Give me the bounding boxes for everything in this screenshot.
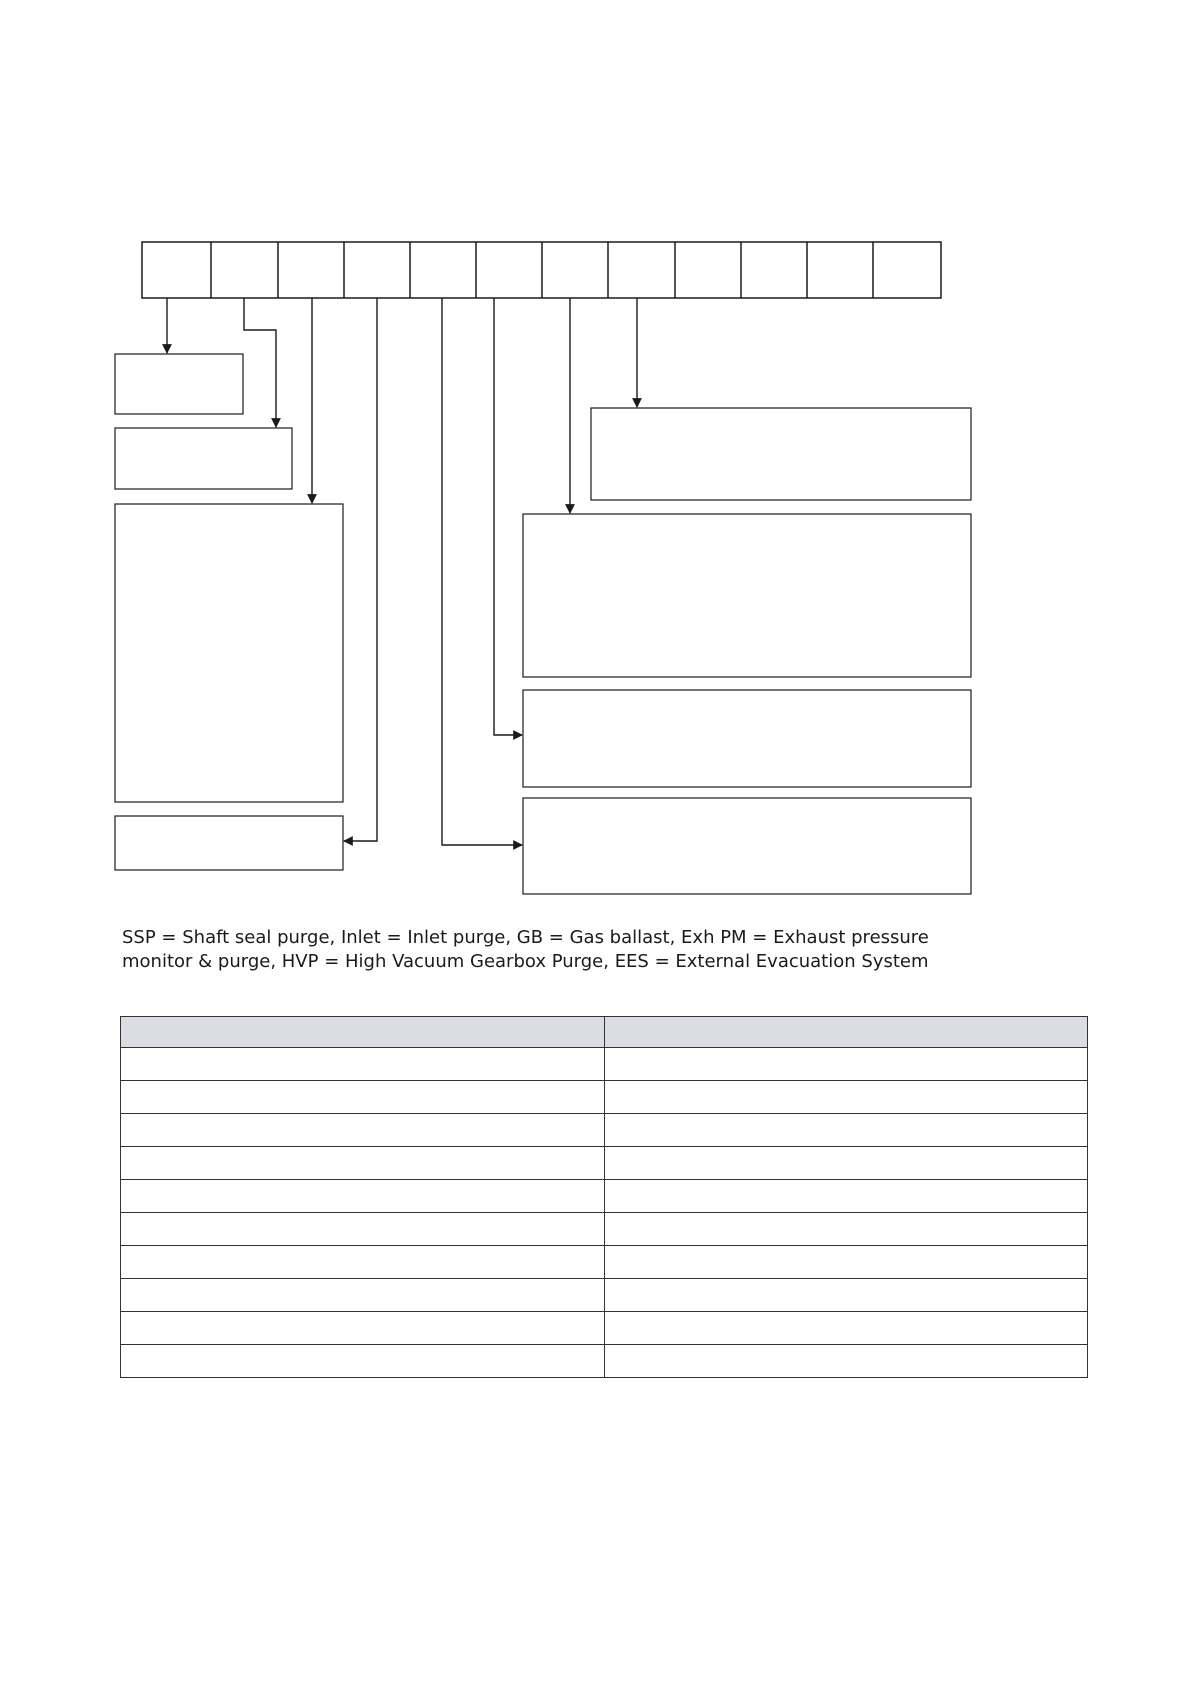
- option-box-7: [523, 690, 971, 787]
- table-cell: [604, 1048, 1088, 1081]
- table-cell: [604, 1147, 1088, 1180]
- table-cell: [121, 1048, 605, 1081]
- options-table: [120, 1016, 1088, 1378]
- option-box-8: [523, 798, 971, 894]
- table-cell: [604, 1180, 1088, 1213]
- table-cell: [121, 1345, 605, 1378]
- table-header-row: [121, 1017, 1088, 1048]
- table-cell: [604, 1114, 1088, 1147]
- table-row: [121, 1114, 1088, 1147]
- table-cell: [604, 1213, 1088, 1246]
- table-cell: [121, 1147, 605, 1180]
- table-cell: [121, 1246, 605, 1279]
- connector-4: [344, 298, 377, 841]
- table-header-cell: [604, 1017, 1088, 1048]
- connector-2: [244, 298, 276, 427]
- option-box-3: [115, 504, 343, 802]
- option-box-5: [591, 408, 971, 500]
- table-cell: [604, 1246, 1088, 1279]
- table-cell: [604, 1081, 1088, 1114]
- table-cell: [604, 1312, 1088, 1345]
- abbreviations-note: SSP = Shaft seal purge, Inlet = Inlet purge, GB = Gas ballast, Exh PM = Exhaust pressure monitor & purge, HVP = High Vacuum Gearbox Purge, EES = External Evacuation System: [122, 927, 929, 972]
- option-box-1: [115, 354, 243, 414]
- table-row: [121, 1180, 1088, 1213]
- option-box-6: [523, 514, 971, 677]
- table-row: [121, 1345, 1088, 1378]
- table-cell: [604, 1345, 1088, 1378]
- table-cell: [604, 1279, 1088, 1312]
- option-box-2: [115, 428, 292, 489]
- table-cell: [121, 1180, 605, 1213]
- connector-5: [442, 298, 522, 845]
- table-header-cell: [121, 1017, 605, 1048]
- option-box-4: [115, 816, 343, 870]
- code-row: [142, 242, 941, 298]
- table-row: [121, 1147, 1088, 1180]
- connector-6: [494, 298, 522, 735]
- table-cell: [121, 1312, 605, 1345]
- table-cell: [121, 1213, 605, 1246]
- table-row: [121, 1048, 1088, 1081]
- table-row: [121, 1246, 1088, 1279]
- table-row: [121, 1213, 1088, 1246]
- table-cell: [121, 1081, 605, 1114]
- table-cell: [121, 1114, 605, 1147]
- table-row: [121, 1081, 1088, 1114]
- table-row: [121, 1279, 1088, 1312]
- table-row: [121, 1312, 1088, 1345]
- table-cell: [121, 1279, 605, 1312]
